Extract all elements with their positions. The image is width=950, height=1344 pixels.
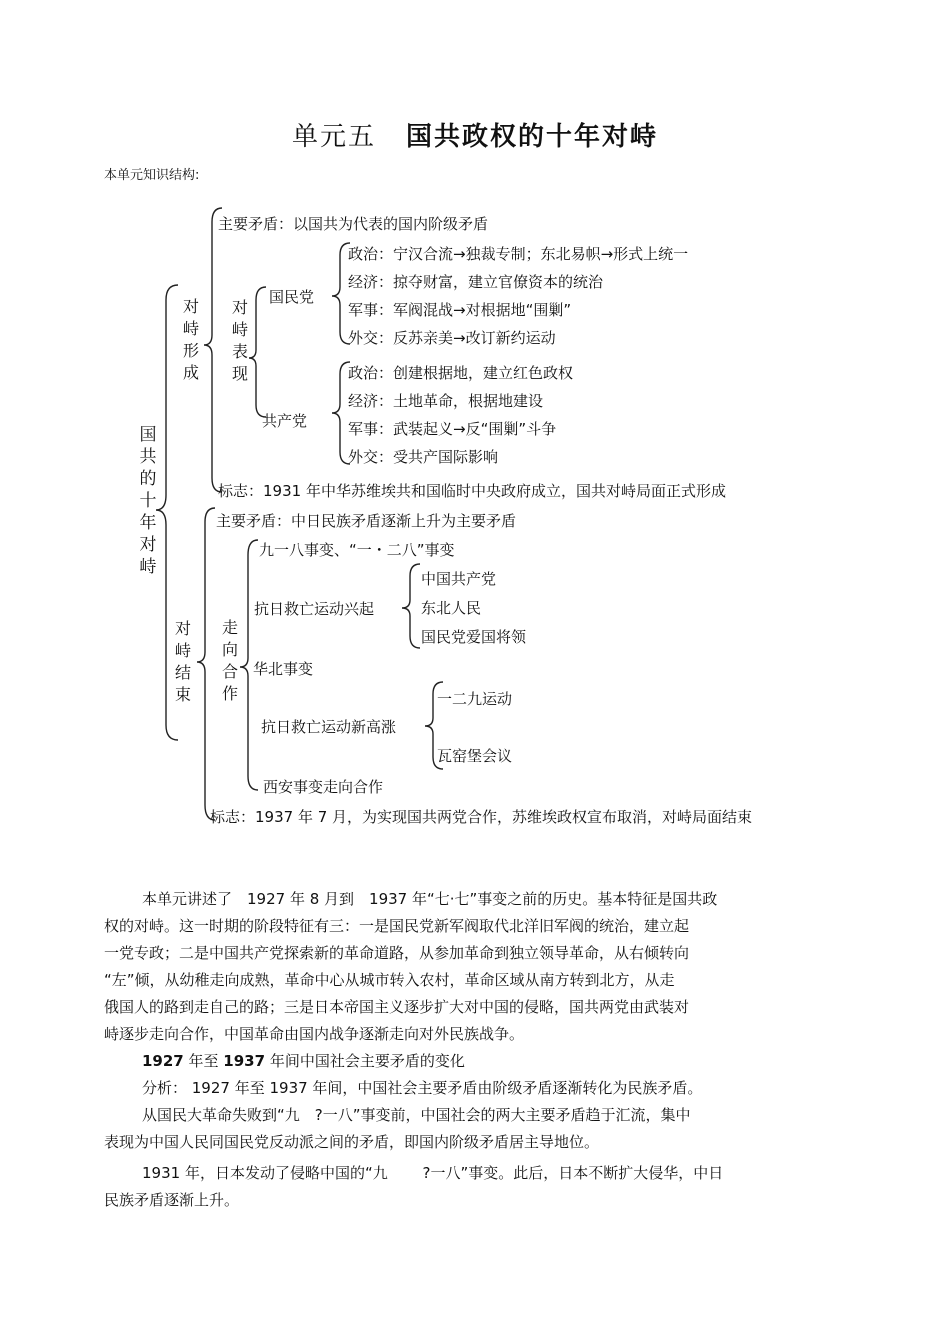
- vertical-char: 的: [139, 469, 157, 489]
- kmt-item: 经济：掠夺财富，建立官僚资本的统治: [348, 273, 604, 291]
- vertical-char: 表: [231, 342, 249, 361]
- p2-line: 表现为中国人民同国民党反动派之间的矛盾，即国内阶级矛盾居主导地位。: [104, 1133, 600, 1151]
- event-2-item: 中国共产党: [421, 570, 497, 588]
- event-4-items: [437, 690, 512, 765]
- vertical-char: 成: [182, 363, 200, 382]
- vertical-char: 峙: [174, 641, 192, 660]
- kmt-item: 外交：反苏亲美→改订新约运动: [348, 329, 556, 347]
- vertical-char: 现: [231, 364, 249, 383]
- event-2-brace: [402, 564, 420, 648]
- vertical-char: 年: [139, 513, 157, 533]
- event-1: 九一八事变、“一・二八”事变: [259, 541, 455, 559]
- intro-line: 一党专政；二是中国共产党探索新的革命道路，从参加革命到独立领导革命，从右倾转向: [104, 944, 690, 962]
- formation-label: [183, 297, 199, 382]
- formation-mark: 标志：1931 年中华苏维埃共和国临时中央政府成立，国共对峙局面正式形成: [218, 482, 726, 500]
- event-2: 抗日救亡运动兴起: [254, 600, 375, 618]
- intro-line: 权的对峙。这一时期的阶段特征有三：一是国民党新军阀取代北洋旧军阀的统治，建立起: [104, 917, 690, 935]
- p2-line: 从国民大革命失败到“九 ?一八”事变前，中国社会的两大主要矛盾趋于汇流，集中: [142, 1106, 691, 1124]
- vertical-char: 结: [174, 663, 192, 682]
- kmt-item: 军事：军阀混战→对根据地“围剿”: [348, 301, 572, 319]
- vertical-char: 对: [231, 298, 249, 317]
- kmt-items: [348, 245, 688, 347]
- vertical-char: 合: [221, 662, 239, 681]
- vertical-char: 对: [174, 619, 192, 638]
- vertical-char: 形: [182, 341, 200, 360]
- end-main: 主要矛盾：中日民族矛盾逐渐上升为主要矛盾: [216, 512, 517, 530]
- unit-label: 单元五: [291, 122, 376, 152]
- vertical-char: 峙: [182, 319, 200, 338]
- event-2-item: 国民党爱国将领: [421, 628, 527, 646]
- analysis-line: 分析： 1927 年至 1937 年间，中国社会主要矛盾由阶级矛盾逐渐转化为民族矛盾。: [142, 1079, 703, 1097]
- kmt-item: 政治：宁汉合流→独裁专制；东北易帜→形式上统一: [348, 245, 689, 263]
- end-mark: 标志：1937 年 7 月，为实现国共两党合作，苏维埃政权宣布取消，对峙局面结束: [210, 808, 753, 826]
- formation-main: 主要矛盾：以国共为代表的国内阶级矛盾: [218, 215, 489, 233]
- event-2-items: [421, 570, 527, 646]
- vertical-char: 十: [139, 491, 157, 511]
- event-4-item: 一二九运动: [437, 690, 513, 708]
- vertical-char: 国: [139, 425, 157, 445]
- coop-label: [222, 618, 238, 703]
- ccp-item: 外交：受共产国际影响: [348, 448, 499, 466]
- intro-line: 俄国人的路到走自己的路；三是日本帝国主义逐步扩大对中国的侵略，国共两党由武装对: [104, 998, 690, 1016]
- ccp-item: 经济：土地革命，根据地建设: [348, 392, 544, 410]
- p3-line: 民族矛盾逐渐上升。: [104, 1191, 240, 1209]
- vertical-char: 作: [221, 684, 239, 703]
- vertical-char: 对: [139, 535, 157, 555]
- kmt-label: 国民党: [269, 288, 315, 306]
- p3-line: 1931 年，日本发动了侵略中国的“九 ?一八”事变。此后，日本不断扩大侵华，中日: [142, 1164, 724, 1182]
- vertical-char: 峙: [231, 320, 249, 339]
- end-label: [175, 619, 191, 704]
- ccp-label: 共产党: [262, 412, 308, 430]
- unit-title: 国共政权的十年对峙: [406, 122, 659, 152]
- vertical-char: 共: [139, 447, 157, 467]
- intro-line: 本单元讲述了 1927 年 8 月到 1937 年“七·七”事变之前的历史。基本特征是国共政: [142, 890, 718, 908]
- perf-brace: [249, 287, 266, 417]
- vertical-char: 束: [174, 685, 192, 704]
- vertical-char: 向: [221, 640, 239, 659]
- event-4: 抗日救亡运动新高涨: [261, 718, 397, 736]
- ccp-item: 军事：武装起义→反“围剿”斗争: [348, 420, 557, 438]
- perf-label: [232, 298, 248, 383]
- vertical-char: 对: [182, 297, 200, 316]
- event-3: 华北事变: [253, 660, 314, 678]
- vertical-char: 走: [221, 618, 239, 637]
- event-2-item: 东北人民: [421, 599, 482, 617]
- intro-paragraph: [104, 886, 824, 1214]
- intro-line: 峙逐步走向合作，中国革命由国内战争逐渐走向对外民族战争。: [104, 1025, 525, 1043]
- vertical-char: 峙: [139, 557, 157, 577]
- event-5: 西安事变走向合作: [263, 778, 384, 796]
- ccp-item: 政治：创建根据地，建立红色政权: [348, 364, 574, 382]
- section-heading: 1927 年至 1937 年间中国社会主要矛盾的变化: [142, 1052, 465, 1070]
- structure-caption: 本单元知识结构:: [104, 168, 200, 183]
- root-label: [140, 425, 157, 577]
- event-4-item: 瓦窑堡会议: [437, 747, 513, 765]
- ccp-items: [348, 364, 573, 466]
- intro-line: “左”倾，从幼稚走向成熟，革命中心从城市转入农村，革命区域从南方转到北方，从走: [104, 971, 675, 989]
- formation-brace: [204, 208, 222, 492]
- end-brace: [197, 508, 215, 820]
